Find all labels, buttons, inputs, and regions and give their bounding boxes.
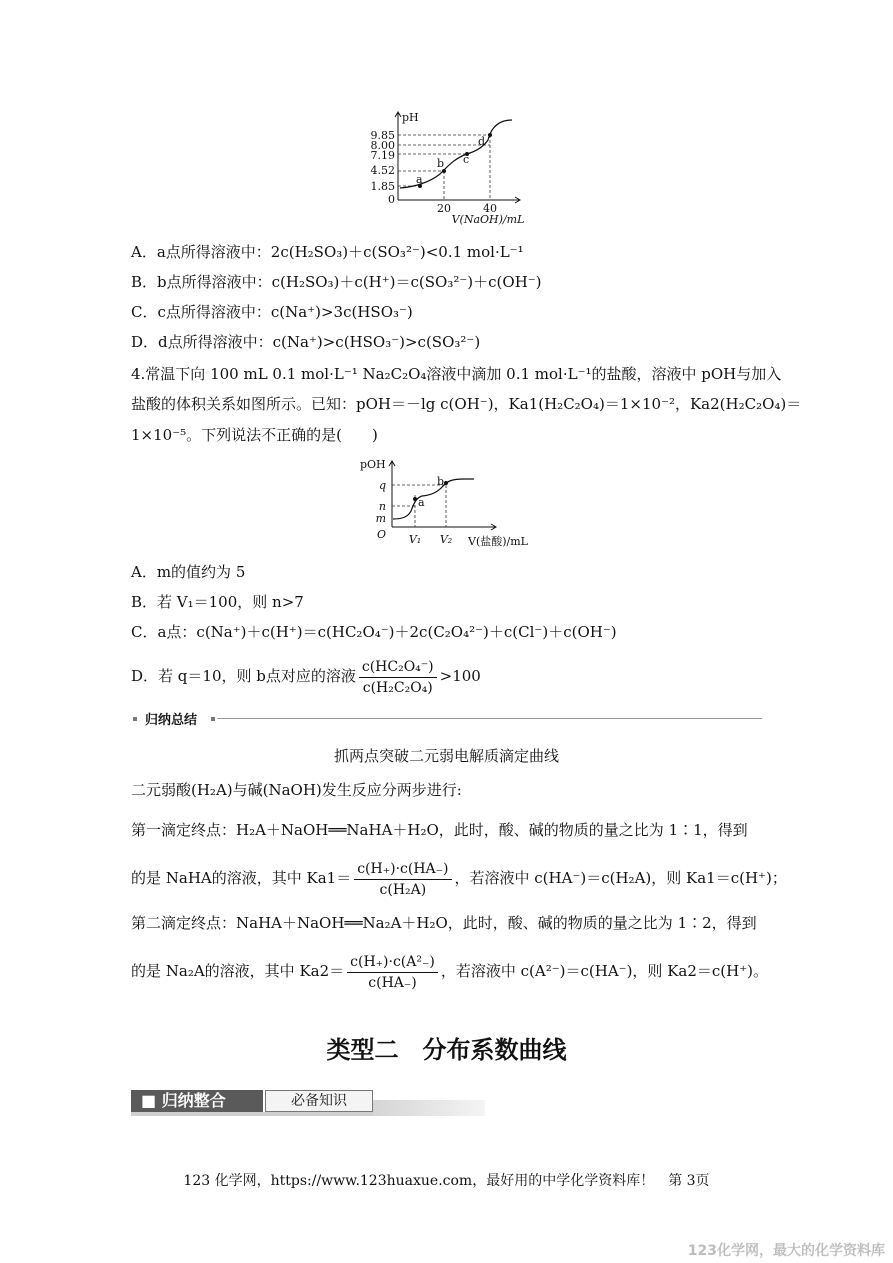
section-title: 类型二 分布系数曲线 (326, 1036, 567, 1064)
fraction-denominator: c(H₂C₂O₄) (362, 679, 433, 696)
y-tick-n: n (378, 500, 386, 513)
summary-second-line1: 第二滴定终点：NaHA＋NaOH══Na₂A＋H₂O，此时，酸、碱的物质的量之比为 1∶2，得到 (131, 914, 757, 932)
point-label-c: c (463, 153, 470, 166)
q4-option-d-prefix: D．若 q＝10，则 b点对应的溶液 (131, 667, 356, 685)
y-tick-719: 7.19 (370, 149, 395, 162)
heading-rule (217, 718, 762, 719)
summary-intro: 二元弱酸(H₂A)与碱(NaOH)发生反应分两步进行: (131, 781, 462, 799)
q4-option-d-fraction (359, 658, 437, 697)
q4-stem-line3: 1×10⁻⁵。下列说法不正确的是( ) (131, 426, 378, 444)
ka2-fraction (347, 953, 438, 992)
fraction-numerator: c(H₊)·c(A²₋) (347, 953, 438, 973)
q4-option-a: A．m的值约为 5 (131, 563, 246, 581)
section-bar (131, 1088, 485, 1118)
fraction-denominator: c(HA₋) (368, 974, 417, 991)
y-tick-800: 8.00 (370, 139, 395, 152)
ka1-fraction (354, 860, 451, 899)
summary-first-line2 (131, 858, 787, 899)
watermark: 123化学网，最大的化学资料库 (687, 1243, 885, 1259)
point-a (413, 497, 417, 501)
y-tick-q: q (378, 479, 386, 492)
bar-light-label: 必备知识 (265, 1090, 373, 1112)
x-tick-v1: V₁ (408, 533, 422, 546)
q3-option-a: A．a点所得溶液中：2c(H₂SO₃)＋c(SO₃²⁻)<0.1 mol·L⁻¹ (131, 243, 524, 261)
point-label-b: b (437, 475, 445, 488)
poh-titration-chart (360, 455, 550, 550)
point-label-a: a (418, 496, 425, 509)
q4-stem-line2: 盐酸的体积关系如图所示。已知：pOH＝－lg c(OH⁻)，Ka1(H₂C₂O₄)＝1×10⁻²，Ka2(H₂C₂O₄)＝ (131, 395, 802, 413)
summary-heading (131, 708, 762, 728)
summary-first-line1: 第一滴定终点：H₂A＋NaOH══NaHA＋H₂O，此时，酸、碱的物质的量之比为 1∶1，得到 (131, 821, 748, 839)
point-label-a: a (416, 173, 423, 186)
ph-titration-chart (360, 108, 560, 226)
point-b (444, 481, 448, 485)
y-tick-185: 1.85 (370, 180, 395, 193)
summary-heading-text: 归纳总结 (145, 713, 198, 728)
y-tick-0: 0 (388, 193, 395, 206)
x-tick-v2: V₂ (439, 533, 453, 546)
x-axis-label: V(NaOH)/mL (451, 213, 525, 226)
q4-option-b: B．若 V₁＝100，则 n>7 (131, 593, 304, 611)
summary-title: 抓两点突破二元弱电解质滴定曲线 (333, 747, 559, 765)
y-axis-label: pH (402, 111, 419, 124)
bar-dark-label: ■ 归纳整合 (131, 1090, 263, 1112)
fraction-denominator: c(H₂A) (379, 881, 427, 898)
q4-stem-line1: 4.常温下向 100 mL 0.1 mol·L⁻¹ Na₂C₂O₄溶液中滴加 0.1 mol·L⁻¹的盐酸，溶液中 pOH与加入 (131, 365, 782, 383)
first-prefix: 的是 NaHA的溶液，其中 Ka1＝ (131, 869, 352, 887)
y-axis-label: pOH (360, 458, 386, 471)
point-label-b: b (437, 157, 445, 170)
x-axis-label: V(盐酸)/mL (468, 535, 528, 548)
fraction-numerator: c(H₊)·c(HA₋) (354, 860, 451, 880)
q3-option-d: D．d点所得溶液中：c(Na⁺)>c(HSO₃⁻)>c(SO₃²⁻) (131, 333, 481, 351)
x-tick-40: 40 (483, 202, 497, 215)
bar-fade (373, 1100, 485, 1116)
page-footer: 123 化学网，https://www.123huaxue.com，最好用的中学化学资料库！ 第 3页 (183, 1173, 710, 1189)
y-tick-985: 9.85 (370, 129, 395, 142)
q3-option-c: C．c点所得溶液中：c(Na⁺)>3c(HSO₃⁻) (131, 303, 413, 321)
point-label-d: d (478, 135, 486, 148)
second-suffix: ，若溶液中 c(A²⁻)＝c(HA⁻)，则 Ka2＝c(H⁺)。 (440, 962, 768, 980)
q3-option-b: B．b点所得溶液中：c(H₂SO₃)＋c(H⁺)＝c(SO₃²⁻)＋c(OH⁻) (131, 273, 542, 291)
bar-underline (131, 1112, 373, 1116)
second-prefix: 的是 Na₂A的溶液，其中 Ka2＝ (131, 962, 345, 980)
point-d (488, 133, 492, 137)
origin-label: O (376, 528, 386, 541)
q4-option-d-suffix: >100 (439, 667, 481, 685)
q4-option-c: C．a点：c(Na⁺)＋c(H⁺)＝c(HC₂O₄⁻)＋2c(C₂O₄²⁻)＋c(Cl⁻)＋c(OH⁻) (131, 623, 617, 641)
heading-dot-left (133, 717, 137, 721)
y-tick-452: 4.52 (370, 164, 395, 177)
y-tick-m: m (375, 512, 386, 525)
first-suffix: ，若溶液中 c(HA⁻)＝c(H₂A)，则 Ka1＝c(H⁺)； (454, 869, 787, 887)
x-tick-20: 20 (437, 202, 451, 215)
heading-dot-right (211, 717, 215, 721)
summary-second-line2 (131, 951, 768, 992)
q4-option-d (131, 656, 481, 697)
fraction-numerator: c(HC₂O₄⁻) (359, 658, 437, 678)
